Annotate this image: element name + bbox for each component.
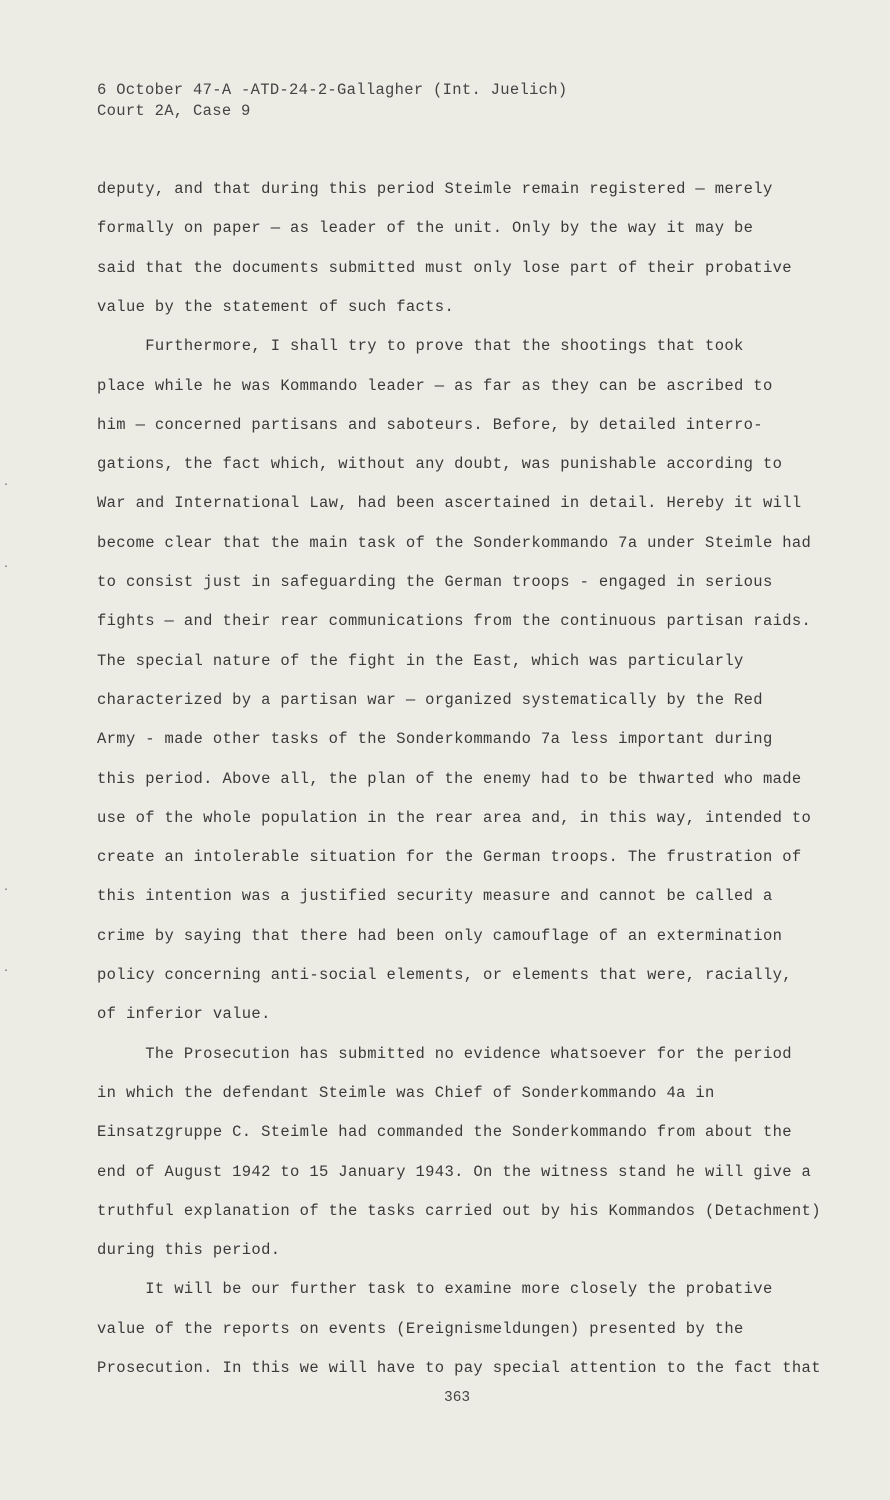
body-line: end of August 1942 to 15 January 1943. On the witness stand he will give a [97, 1162, 812, 1181]
body-line: policy concerning anti-social elements, or elements that were, racially, [97, 966, 792, 984]
page-number: 363 [444, 1390, 471, 1406]
body-line: in which the defendant Steimle was Chief of Sonderkommando 4a in [97, 1083, 715, 1102]
body-line: create an intolerable situation for the German troops. The frustration of [97, 848, 802, 867]
body-line: characterized by a partisan war — organized systematically by the Red [97, 690, 763, 709]
edge-mark: · [3, 885, 10, 896]
edge-mark: · [3, 562, 10, 573]
body-line: during this period. [97, 1241, 281, 1260]
body-line: this period. Above all, the plan of the enemy had to be thwarted who made [97, 769, 802, 788]
edge-mark: · [3, 966, 10, 977]
body-line: Army - made other tasks of the Sonderkommando 7a less important during [97, 730, 773, 749]
edge-mark: · [3, 480, 10, 491]
body-line: War and International Law, had been ascertained in detail. Hereby it will [97, 494, 802, 513]
header-line-2: Court 2A, Case 9 [97, 102, 251, 120]
body-line: place while he was Kommando leader — as far as they can be ascribed to [97, 376, 773, 395]
body-line: him — concerned partisans and saboteurs. Before, by detailed interro- [97, 415, 763, 434]
body-line: value of the reports on events (Ereignismeldungen) presented by the [97, 1319, 744, 1338]
document-header [97, 80, 567, 122]
body-line: It will be our further task to examine more closely the probative [97, 1280, 773, 1299]
body-line: become clear that the main task of the Sonderkommando 7a under Steimle had [97, 533, 812, 552]
body-line: use of the whole population in the rear area and, in this way, intended to [97, 808, 812, 827]
body-line: Einsatzgruppe C. Steimle had commanded the Sonderkommando from about the [97, 1123, 792, 1142]
body-line: The Prosecution has submitted no evidence whatsoever for the period [97, 1044, 792, 1063]
body-line: formally on paper — as leader of the unit. Only by the way it may be [97, 219, 754, 238]
body-line: Prosecution. In this we will have to pay special attention to the fact that [97, 1359, 821, 1377]
body-line: this intention was a justified security measure and cannot be called a [97, 887, 773, 906]
body-line: The special nature of the fight in the East, which was particularly [97, 651, 744, 670]
header-line-1: 6 October 47-A -ATD-24-2-Gallagher (Int. Juelich) [97, 81, 568, 99]
body-line: Furthermore, I shall try to prove that the shootings that took [97, 337, 744, 356]
body-line: gations, the fact which, without any doubt, was punishable according to [97, 455, 783, 474]
body-line: value by the statement of such facts. [97, 297, 455, 316]
body-line: said that the documents submitted must only lose part of their probative [97, 258, 792, 277]
body-line: fights — and their rear communications from the continuous partisan raids. [97, 612, 812, 631]
body-line: crime by saying that there had been only camouflage of an extermination [97, 926, 783, 945]
body-line: truthful explanation of the tasks carried out by his Kommandos (Detachment) [97, 1201, 821, 1220]
body-line: of inferior value. [97, 1005, 271, 1024]
body-line: to consist just in safeguarding the German troops - engaged in serious [97, 573, 773, 591]
body-line: deputy, and that during this period Steimle remain registered — merely [97, 180, 773, 198]
